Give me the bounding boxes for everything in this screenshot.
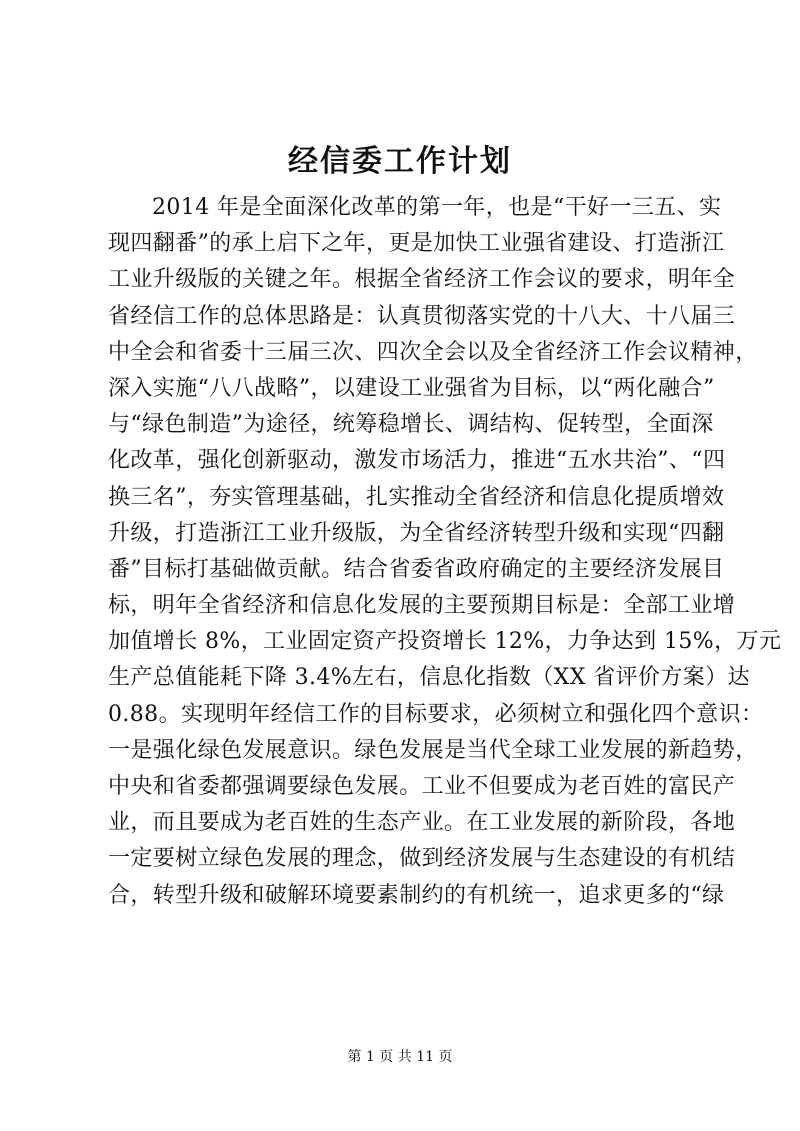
text-line: 升级，打造浙江工业升级版，为全省经济转型升级和实现“四翻 [108,520,725,546]
text-line: 番”目标打基础做贡献。结合省委省政府确定的主要经济发展目 [108,556,725,582]
text-line: 现四翻番”的承上启下之年，更是加快工业强省建设、打造浙江 [108,231,725,257]
text-line: 与“绿色制造”为途径，统筹稳增长、调结构、促转型，全面深 [108,412,714,438]
text-line: 工业升级版的关键之年。根据全省经济工作会议的要求，明年全 [108,267,736,293]
document-title: 经信委工作计划 [288,144,512,179]
text-line: 标，明年全省经济和信息化发展的主要预期目标是：全部工业增 [108,593,736,619]
text-line: 0.88。实现明年经信工作的目标要求，必须树立和强化四个意识： [108,701,764,727]
text-line: 中全会和省委十三届三次、四次全会以及全省经济工作会议精神， [108,339,758,365]
text-line: 一是强化绿色发展意识。绿色发展是当代全球工业发展的新趋势， [108,737,758,763]
text-line: 一定要树立绿色发展的理念，做到经济发展与生态建设的有机结 [108,846,736,872]
text-line: 合，转型升级和破解环境要素制约的有机统一，追求更多的“绿 [108,882,725,908]
page-footer: 第 1 页 共 11 页 [347,1049,453,1065]
text-line: 业，而且要成为老百姓的生态产业。在工业发展的新阶段，各地 [108,810,736,836]
body-text [108,190,782,914]
text-line: 中央和省委都强调要绿色发展。工业不但要成为老百姓的富民产 [108,774,736,799]
text-line: 生产总值能耗下降 3.4%左右，信息化指数（XX 省评价方案）达 [108,665,751,691]
text-line: 化改革，强化创新驱动，激发市场活力，推进“五水共治”、“四 [108,448,726,474]
text-line: 省经信工作的总体思路是：认真贯彻落实党的十八大、十八届三 [108,303,736,329]
text-line: 加值增长 8%，工业固定资产投资增长 12%，力争达到 15%，万元 [108,629,782,655]
text-line: 2014 年是全面深化改革的第一年，也是“干好一三五、实 [152,195,722,220]
text-line: 换三名”，夯实管理基础，扎实推动全省经济和信息化提质增效 [108,484,725,510]
text-line: 深入实施“八八战略”，以建设工业强省为目标，以“两化融合” [108,375,715,401]
